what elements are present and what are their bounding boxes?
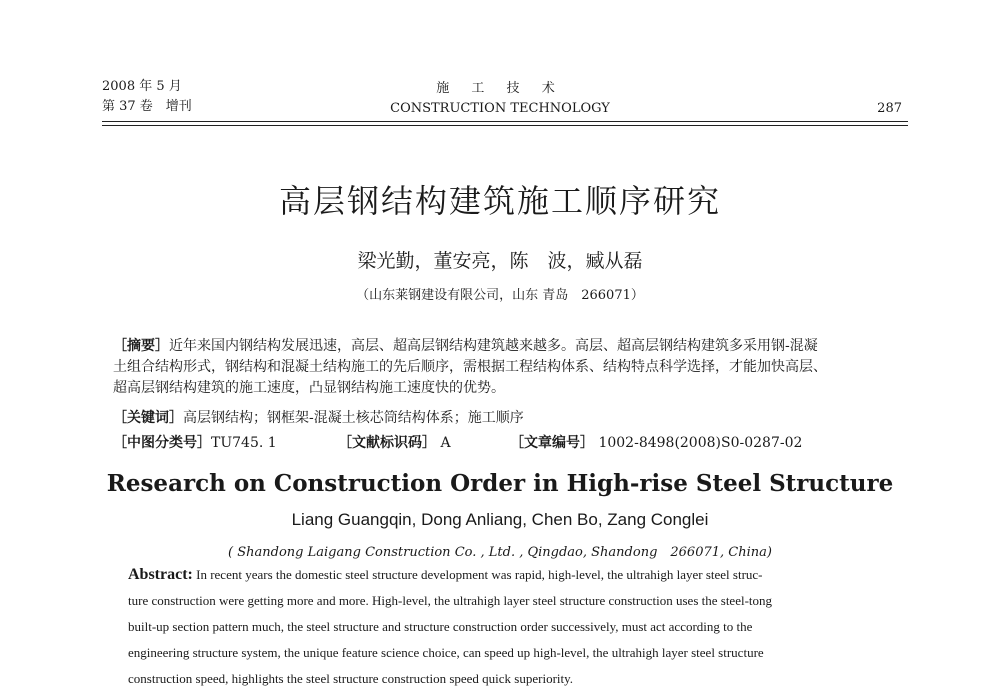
- keywords-cn-text: 高层钢结构；钢框架-混凝土核芯筒结构体系；施工顺序: [183, 410, 524, 426]
- authors-cn: 梁光勤，董安亮，陈 波，臧从磊: [357, 250, 643, 272]
- keywords-cn: [113, 408, 893, 429]
- abstract-en-line: built-up section pattern much, the steel structure and structure construction order successively, must act according to the: [128, 619, 753, 634]
- abstract-en-line: In recent years the domestic steel structure development was rapid, high-level, the ultrahigh layer steel struc-: [196, 567, 763, 582]
- abstract-en-line: ture construction were getting more and more. High-level, the ultrahigh layer steel structure construction uses the steel-tong: [128, 593, 773, 608]
- affiliation-cn: （山东莱钢建设有限公司，山东 青岛 266071）: [356, 288, 644, 303]
- abstract-en-line: engineering structure system, the unique feature science choice, can speed up high-level, the ultrahigh layer steel structure: [128, 645, 764, 660]
- abstract-en-line: construction speed, highlights the steel structure construction speed quick superiority.: [128, 671, 574, 686]
- affiliation-en: ( Shandong Laigang Construction Co. , Ltd. , Qingdao, Shandong 266071, China): [228, 545, 772, 560]
- abstract-cn-label: ［摘要］: [113, 338, 169, 354]
- journal-name-en: CONSTRUCTION TECHNOLOGY: [390, 101, 610, 116]
- clc-number: ［中图分类号］TU745. 1: [113, 435, 277, 451]
- paper-title-en: Research on Construction Order in High-rise Steel Structure: [106, 470, 894, 497]
- keywords-cn-label: ［关键词］: [113, 410, 183, 426]
- abstract-cn-line: 超高层钢结构建筑的施工速度，凸显钢结构施工速度快的优势。: [113, 380, 505, 396]
- page-number: 287: [877, 101, 902, 116]
- header-rule-bottom: [102, 125, 908, 126]
- article-id: ［文章编号］ 1002-8498(2008)S0-0287-02: [510, 435, 803, 451]
- abstract-cn-line: 土组合结构形式，钢结构和混凝土结构施工的先后顺序，需根据工程结构体系、结构特点科学选择，才能加快高层、: [113, 359, 827, 375]
- journal-name-cn: 施 工 技 术: [436, 81, 564, 96]
- authors-en: Liang Guangqin, Dong Anliang, Chen Bo, Zang Conglei: [291, 510, 709, 529]
- header-rule-top: [102, 121, 908, 122]
- abstract-cn: [113, 336, 893, 399]
- abstract-en: [128, 562, 888, 692]
- issue-date: 2008 年 5 月: [102, 79, 182, 94]
- volume-info: 第 37 卷 增刊: [102, 99, 192, 114]
- document-code: ［文献标识码］ A: [338, 435, 451, 451]
- abstract-en-label: Abstract:: [128, 566, 193, 583]
- paper-title-cn: 高层钢结构建筑施工顺序研究: [278, 182, 721, 220]
- abstract-cn-line: 近年来国内钢结构发展迅速，高层、超高层钢结构建筑越来越多。高层、超高层钢结构建筑多采用钢-混凝: [169, 338, 818, 354]
